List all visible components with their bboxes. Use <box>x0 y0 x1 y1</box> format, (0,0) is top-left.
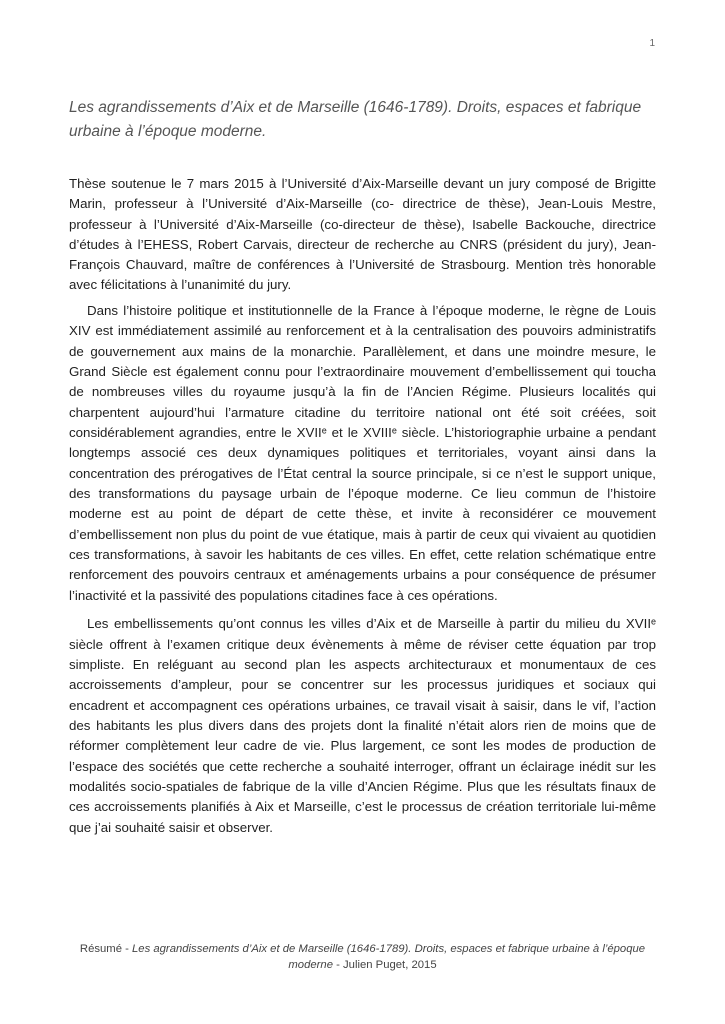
page-number: 1 <box>649 38 655 49</box>
footer-author-year: - Julien Puget, 2015 <box>332 959 437 971</box>
footer-prefix: Résumé - <box>79 943 133 955</box>
page-footer <box>69 941 656 973</box>
document-title: Les agrandissements d’Aix et de Marseille (1646-1789). Droits, espaces et fabrique urbaine à l’époque moderne. <box>69 99 642 140</box>
abstract-body <box>69 301 656 846</box>
abstract-paragraph-1: Dans l’histoire politique et institutionnelle de la France à l’époque moderne, le règne de Louis XIV est immédiatement assimilé au renforcement et à la centralisation des pouvoirs administratifs de gouvernement aux mains de la monarchie. Parallèlement, et dans une moindre mesure, le Grand Siècle est également connu pour l’extraordinaire mouvement d’embellissement qui toucha de nombreuses villes du royaume jusqu’à la fin de l’Ancien Régime. Plusieurs localités qui charpentent aujourd’hui l’armature citadine du territoire national ont été soit créées, soit considérablement agrandies, entre le XVIIᵉ et le XVIIIᵉ siècle. L’historiographie urbaine a pendant longtemps associé ces deux dynamiques politiques et territoriales, voyant ainsi dans la concentration des prérogatives de l’État central la source principale, si ce n’est le support unique, des transformations du paysage urbain de l’époque moderne. Ce lieu commun de l’histoire moderne est au point de départ de cette thèse, et invite à reconsidérer ce mouvement d’embellissement non plus du point de vue étatique, mais à partir de ceux qui vivaient au quotidien ces transformations, à savoir les habitants de ces villes. En effet, cette relation schématique entre renforcement des pouvoirs centraux et aménagements urbains a pour conséquence de présumer l’inactivité et la passivité des populations citadines face à ces opérations. <box>69 303 656 603</box>
thesis-defense-paragraph: Thèse soutenue le 7 mars 2015 à l’Université d’Aix-Marseille devant un jury composé de Brigitte Marin, professeur à l’Université d’Aix-Marseille (co- directrice de thèse), Jean-Louis Mestre, professeur à l’Université d’Aix-Marseille (co-directeur de thèse), Isabelle Backouche, directrice d’études à l’EHESS, Robert Carvais, directeur de recherche au CNRS (président du jury), Jean-François Chauvard, maître de conférences à l’Université de Strasbourg. Mention très honorable avec félicitations à l’unanimité du jury. <box>69 176 656 293</box>
abstract-paragraph-2: Les embellissements qu’ont connus les villes d’Aix et de Marseille à partir du milieu du XVIIᵉ siècle offrent à l’examen critique deux évènements à même de réviser cette équation par trop simpliste. En reléguant au second plan les aspects architecturaux et monumentaux de ces accroissements d’ampleur, pour se concentrer sur les processus juridiques et sociaux qui encadrent et accompagnent ces opérations urbaines, ce travail visait à saisir, dans le vif, l’action des habitants les plus divers dans des projets dont la finalité n’était alors rien de moins que de réformer complètement leur cadre de vie. Plus largement, ce sont les modes de production de l’espace des sociétés que cette recherche a souhaité interroger, offrant un éclairage inédit sur les modalités socio-spatiales de fabrique de la ville d’Ancien Régime. Plus que les résultats finaux de ces accroissements planifiés à Aix et Marseille, c’est le processus de création territoriale lui-même que j’ai souhaité saisir et observer. <box>69 616 656 835</box>
footer-title: Les agrandissements d’Aix et de Marseille (1646-1789). Droits, espaces et fabrique urbaine à l’époque moderne <box>132 943 646 971</box>
